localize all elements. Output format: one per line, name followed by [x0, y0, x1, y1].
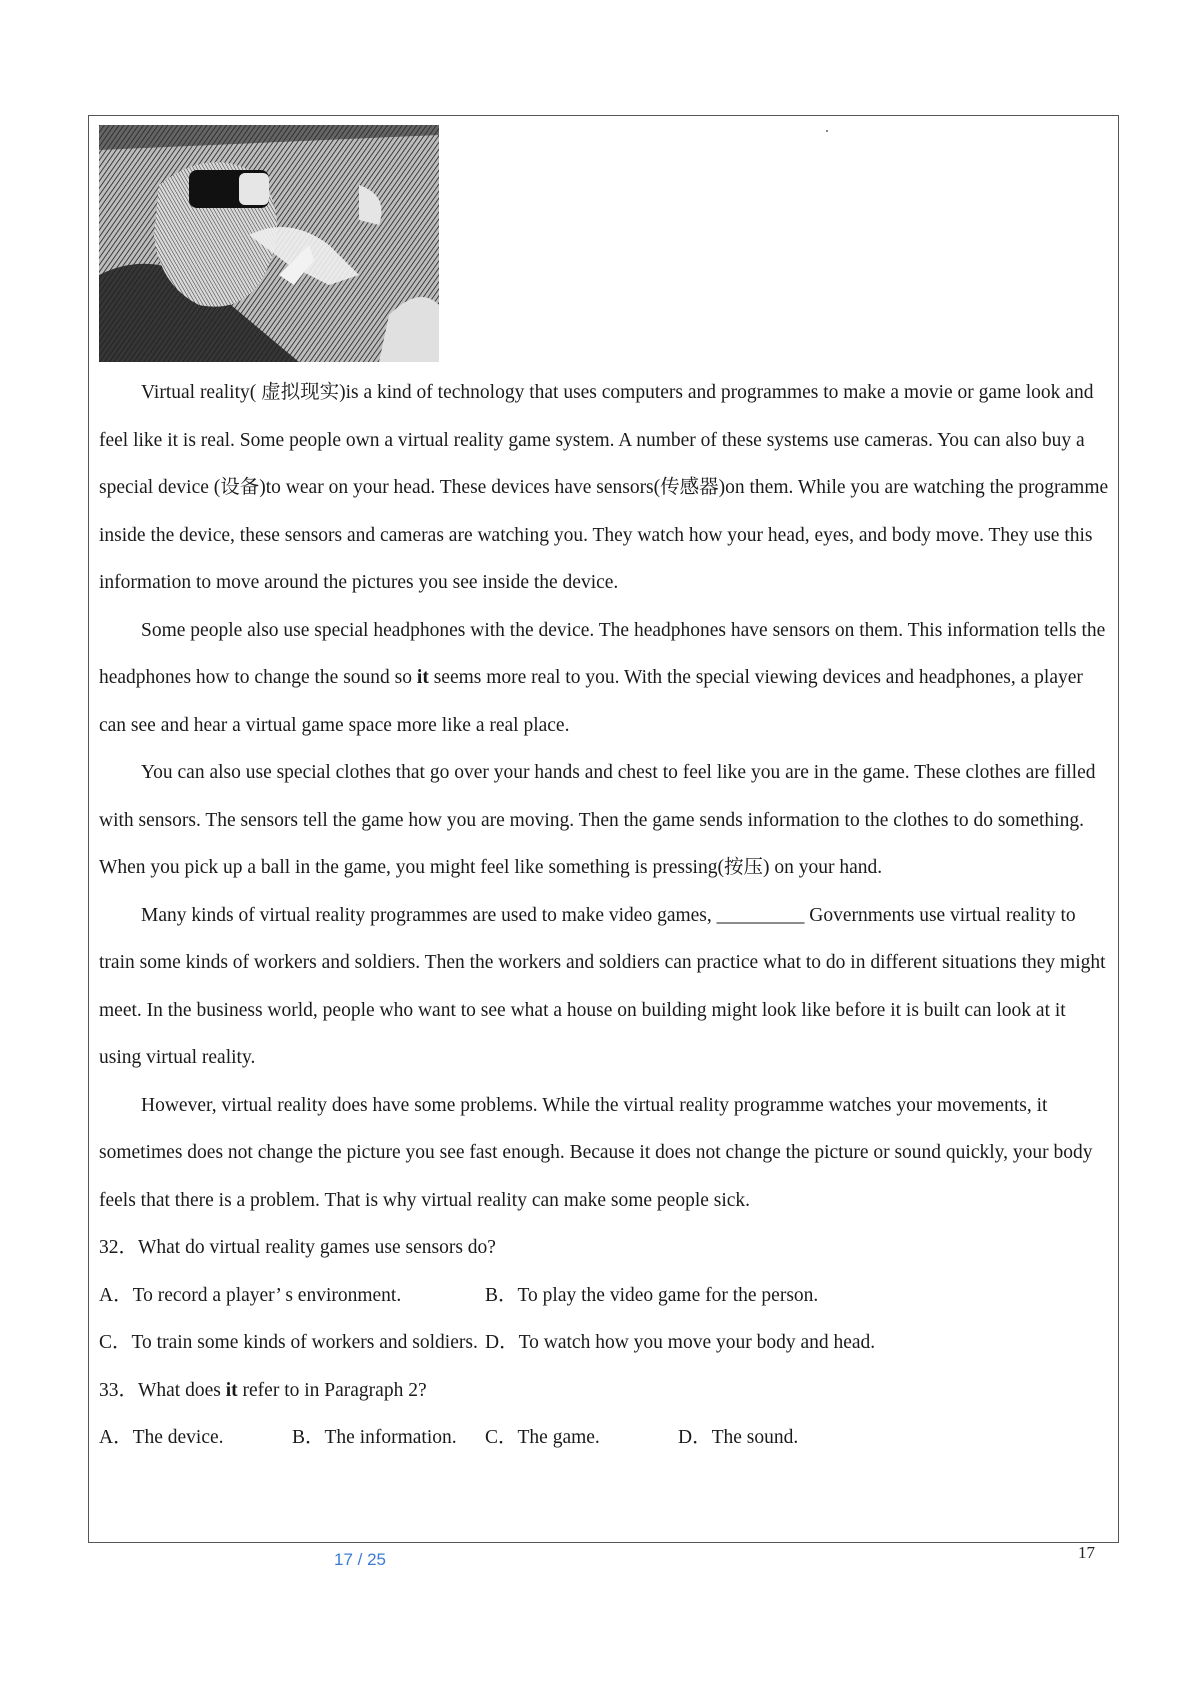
- paragraph-2-part-1: Some people also use special headphones with the device. The headphones have sensors on them. This information tells the headphones how to change the sound so: [99, 619, 1106, 688]
- paragraph-1: Virtual reality( 虚拟现实)is a kind of technology that uses computers and programmes to make a movie or game look and feel like it is real. Some people own a virtual reality game system. A number of these systems use cameras. You can also buy a special device (设备)to wear on your head. These devices have sensors(传感器)on them. While you are watching the programme inside the device, these sensors and cameras are watching you. They watch how your head, eyes, and body move. They use this information to move around the pictures you see inside the device.: [99, 382, 1109, 593]
- paragraph-2-bold-it: it: [416, 667, 429, 688]
- content-frame: [88, 115, 1119, 1543]
- question-32-options-row-1: [99, 1272, 1109, 1320]
- question-33-option-d: D．The sound.: [678, 1427, 799, 1448]
- question-32-option-b: B．To play the video game for the person.: [485, 1284, 819, 1306]
- vr-headset-photo: [99, 125, 439, 362]
- paragraph-2-part-2: seems more real to you. With the special viewing devices and headphones, a player can see and hear a virtual game space more like a real place.: [99, 667, 1083, 736]
- paragraph-2: [99, 607, 1109, 750]
- question-32-option-d: D．To watch how you move your body and head.: [485, 1332, 876, 1353]
- passage-and-questions: [99, 369, 1109, 1462]
- question-33-stem-part-1: 33．What does: [99, 1379, 226, 1401]
- question-33-stem: [99, 1367, 1109, 1415]
- scan-speck: [826, 130, 828, 132]
- paragraph-3: You can also use special clothes that go over your hands and chest to feel like you are in the game. These clothes are filled with sensors. The sensors tell the game how you are moving. Then the game sends information to the clothes to do something. When you pick up a ball in the game, you might feel like something is pressing(按压) on your hand.: [99, 762, 1096, 878]
- question-33-stem-part-2: refer to in Paragraph 2?: [237, 1379, 427, 1401]
- paragraph-5: However, virtual reality does have some problems. While the virtual reality programme watches your movements, it sometimes does not change the picture you see fast enough. Because it does not change the picture or sound quickly, your body feels that there is a problem. That is why virtual reality can make some people sick.: [99, 1094, 1093, 1211]
- question-32-options-row-2: [99, 1319, 1109, 1367]
- question-33-option-b: B．The information.: [292, 1427, 457, 1448]
- page-indicator: 17 / 25: [334, 1550, 386, 1569]
- paragraph-4: Many kinds of virtual reality programmes are used to make video games, _________ Governments use virtual reality to train some kinds of workers and soldiers. Then the workers and soldiers can practice what to do in different situations they might meet. In the business world, people who want to see what a house on building might look like before it is built can look at it using virtual reality.: [99, 904, 1106, 1068]
- question-33-option-a: A．The device.: [99, 1427, 224, 1448]
- question-33-option-c: C．The game.: [485, 1427, 600, 1448]
- question-32-stem: 32．What do virtual reality games use sensors do?: [99, 1237, 496, 1258]
- question-33-options-row: [99, 1414, 1109, 1462]
- page-number: 17: [1078, 1543, 1095, 1562]
- question-33-stem-bold-it: it: [225, 1379, 238, 1401]
- question-32-option-a: A．To record a player’ s environment.: [99, 1284, 402, 1306]
- question-32-option-c: C．To train some kinds of workers and soldiers.: [99, 1332, 478, 1353]
